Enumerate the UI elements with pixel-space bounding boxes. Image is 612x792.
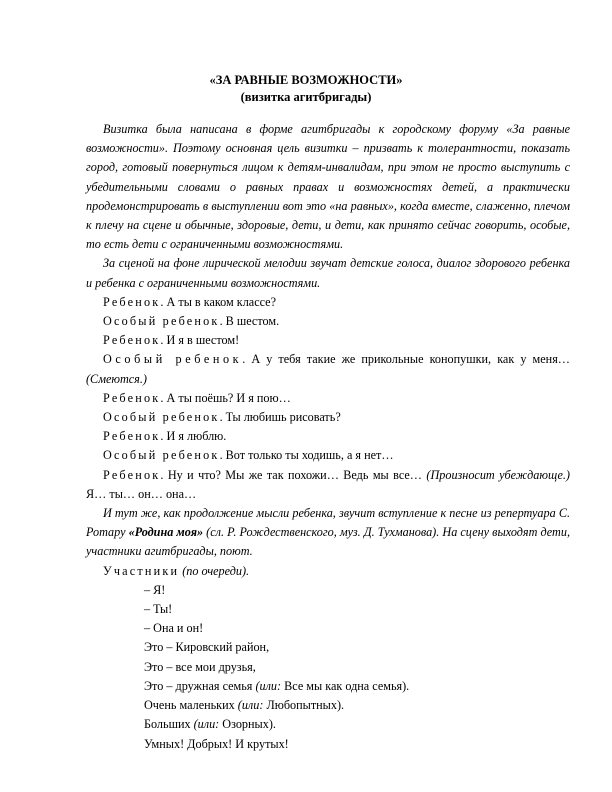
dialogue-line	[86, 293, 570, 312]
dialogue-line	[86, 312, 570, 331]
alt-text: Все мы как одна семья).	[281, 678, 410, 693]
dialogue-line	[86, 466, 570, 504]
line-text: . Ты любишь рисовать?	[219, 410, 341, 425]
speaker-name: Особый ребенок	[103, 314, 220, 329]
lyric-line: Это – Кировский район,	[144, 640, 270, 655]
alt-text: Озорных).	[219, 717, 276, 732]
alt-label: (или:	[193, 717, 220, 732]
alt-text: Любопытных).	[263, 698, 345, 713]
speaker-name: Ребенок	[103, 467, 161, 482]
stage-note: (Произносит убеждающе.)	[426, 467, 570, 482]
speaker-name: Особый ребенок	[103, 448, 220, 463]
lyric-line: Это – все мои друзья,	[144, 659, 256, 674]
dialogue-line	[86, 408, 570, 427]
dialogue-line	[86, 331, 570, 350]
song-lyrics	[86, 581, 570, 754]
speaker-name: Ребенок	[103, 429, 161, 444]
speaker-name: Ребенок	[103, 333, 161, 348]
document-title: «ЗА РАВНЫЕ ВОЗМОЖНОСТИ»	[209, 73, 403, 87]
lyric-line: – Я!	[144, 582, 166, 597]
dialogue-line	[86, 446, 570, 465]
line-text: . Вот только ты ходишь, а я нет…	[219, 448, 394, 463]
intro-paragraph: Визитка была написана в форме агитбригады к городскому форуму «За равные возможности». Поэтому основная цель визитки – призвать к толерантности, показать город, готовый повернуться лицом к детям-инвалидам, при этом не просто выступить с убедительными словами о равных правах и возможностях детей, а практически продемонстрировать в выступлении вот это «на равных», когда вместе, слаженно, плечом к плечу на сцене и обычные, здоровые, дети, и дети, как принято сейчас говорить, особые, то есть дети с ограниченными возможностями.	[86, 122, 570, 252]
dialogue-line	[86, 427, 570, 446]
document-header	[0, 72, 612, 106]
lyric-line: Это – дружная семья (или: Все мы как одна семья).	[144, 678, 410, 693]
alt-label: (или:	[237, 698, 264, 713]
line-text: . А ты поёшь? И я пою…	[160, 390, 291, 405]
stage-direction-paragraph: За сценой на фоне лирической мелодии звучат детские голоса, диалог здорового ребенка и ребенка с ограниченными возможностями.	[86, 256, 570, 290]
line-text: . В шестом.	[219, 314, 280, 329]
speaker-name: Особый ребенок	[103, 352, 243, 367]
line-text: . А ты в каком классе?	[160, 294, 276, 309]
song-intro-text-end: (сл. Р. Рождественского, муз. Д. Тухманова). На сцену выходят дети, участники агитбригады, поют.	[86, 525, 570, 559]
song-intro-text: И тут же, как продолжение мысли ребенка, звучит вступление к песне из репертуара С. Ротару	[86, 506, 570, 540]
lyric-line: Очень маленьких (или: Любопытных).	[144, 698, 345, 713]
stage-note: (Смеются.)	[86, 371, 147, 386]
participants-note: (по очереди).	[179, 563, 250, 578]
speaker-name: Особый ребенок	[103, 410, 220, 425]
dialogue-line	[86, 350, 570, 388]
line-text: . Ну и что? Мы же так похожи… Ведь мы все…	[160, 467, 427, 482]
dialogue-line	[86, 389, 570, 408]
lyric-line: Умных! Добрых! И крутых!	[144, 736, 289, 751]
line-text: . И я в шестом!	[160, 333, 240, 348]
line-text: . А у тебя такие же прикольные конопушки, как у меня…	[242, 352, 570, 367]
participants-line	[86, 562, 570, 581]
alt-label: (или:	[255, 678, 282, 693]
lyric-line: – Ты!	[144, 602, 173, 617]
document-subtitle: (визитка агитбригады)	[240, 90, 372, 104]
song-title: «Родина моя»	[128, 525, 204, 540]
song-intro-paragraph	[86, 504, 570, 562]
line-text-tail: Я… ты… он… она…	[86, 486, 197, 501]
lyric-line: – Она и он!	[144, 621, 204, 636]
lyric-line: Больших (или: Озорных).	[144, 717, 276, 732]
participants-label: Участники	[103, 563, 180, 578]
line-text: . И я люблю.	[160, 429, 227, 444]
speaker-name: Ребенок	[103, 390, 161, 405]
document-body	[86, 120, 570, 754]
speaker-name: Ребенок	[103, 294, 161, 309]
